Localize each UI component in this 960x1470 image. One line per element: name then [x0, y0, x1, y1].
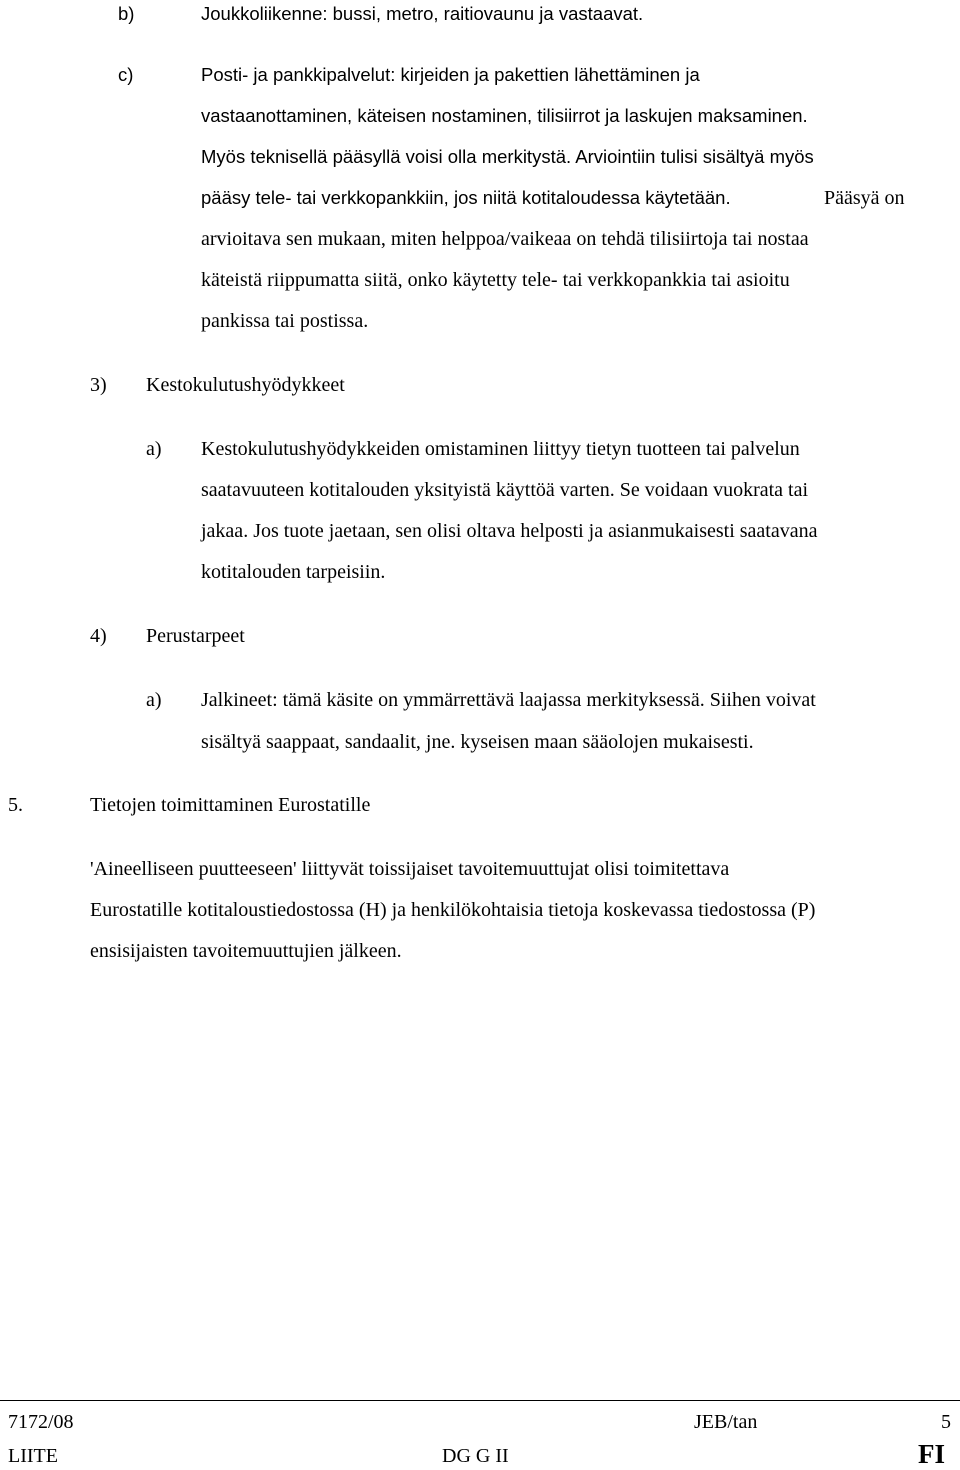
section-4-a-line-1: Jalkineet: tämä käsite on ymmärrettävä laajassa merkityksessä. Siihen voivat — [201, 689, 816, 711]
item-c-line-4: pääsy tele- tai verkkopankkiin, jos niitä kotitaloudessa käytetään. — [201, 187, 731, 208]
section-5-line-3: ensisijaisten tavoitemuuttujien jälkeen. — [90, 940, 402, 962]
item-c-line-6: käteistä riippumatta siitä, onko käytetty tele- tai verkkopankkia tai asioitu — [201, 269, 790, 291]
footer-language-code: FI — [918, 1439, 945, 1469]
section-4-number: 4) — [90, 625, 107, 647]
item-c-line-1: Posti- ja pankkipalvelut: kirjeiden ja pakettien lähettäminen ja — [201, 64, 700, 85]
section-4-heading: Perustarpeet — [146, 625, 245, 647]
footer-directorate: DG G II — [442, 1445, 509, 1467]
item-b-marker: b) — [118, 3, 135, 24]
section-4-a-marker: a) — [146, 689, 162, 711]
footer-divider — [0, 1400, 960, 1401]
footer-initials: JEB/tan — [694, 1411, 758, 1433]
item-b-text: Joukkoliikenne: bussi, metro, raitiovaunu ja vastaavat. — [201, 3, 644, 24]
section-4-a-line-2: sisältyä saappaat, sandaalit, jne. kyseisen maan sääolojen mukaisesti. — [201, 731, 754, 753]
section-3-a-line-3: jakaa. Jos tuote jaetaan, sen olisi oltava helposti ja asianmukaisesti saatavana — [201, 520, 818, 542]
section-3-a-line-4: kotitalouden tarpeisiin. — [201, 561, 386, 583]
section-3-a-line-1: Kestokulutushyödykkeiden omistaminen liittyy tietyn tuotteen tai palvelun — [201, 438, 800, 460]
section-5-line-1: 'Aineelliseen puutteeseen' liittyvät toissijaiset tavoitemuuttujat olisi toimitettava — [90, 858, 730, 880]
section-5-number: 5. — [8, 794, 23, 816]
item-c-line-7: pankissa tai postissa. — [201, 310, 369, 332]
footer-doc-number: 7172/08 — [8, 1411, 74, 1433]
section-3-number: 3) — [90, 374, 107, 396]
item-c-line-5: arvioitava sen mukaan, miten helppoa/vaikeaa on tehdä tilisiirtoja tai nostaa — [201, 228, 809, 250]
section-3-heading: Kestokulutushyödykkeet — [146, 374, 345, 396]
section-5-line-2: Eurostatille kotitaloustiedostossa (H) ja henkilökohtaisia tietoja koskevassa tiedostossa (P) — [90, 899, 816, 921]
section-3-a-line-2: saatavuuteen kotitalouden yksityistä käyttöä varten. Se voidaan vuokrata tai — [201, 479, 809, 501]
footer-page-number: 5 — [941, 1411, 951, 1433]
item-c-line-2: vastaanottaminen, käteisen nostaminen, tilisiirrot ja laskujen maksaminen. — [201, 105, 808, 126]
section-3-a-marker: a) — [146, 438, 162, 460]
section-5-heading: Tietojen toimittaminen Eurostatille — [90, 794, 371, 816]
footer-annex: LIITE — [8, 1445, 58, 1467]
item-c-marker: c) — [118, 64, 134, 85]
item-c-line-4-tail: Pääsyä on — [824, 187, 905, 209]
item-c-line-3: Myös teknisellä pääsyllä voisi olla merkitystä. Arviointiin tulisi sisältyä myös — [201, 146, 814, 167]
